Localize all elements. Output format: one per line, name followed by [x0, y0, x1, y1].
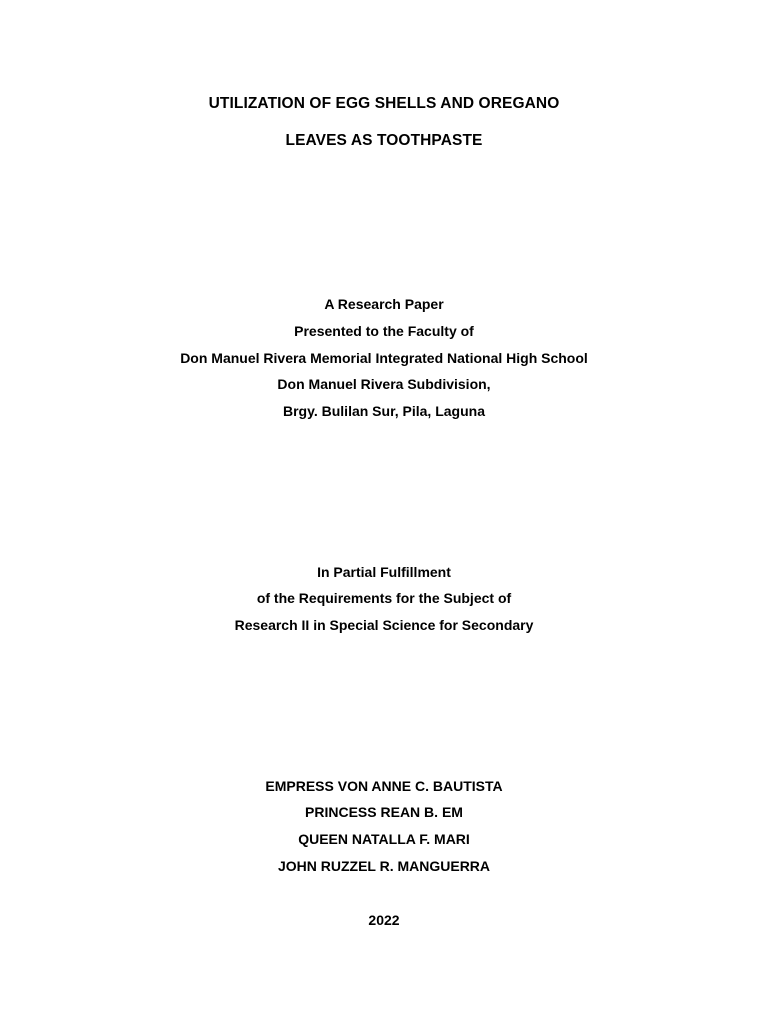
fulfillment-line-1: In Partial Fulfillment [317, 564, 451, 580]
author-name: JOHN RUZZEL R. MANGUERRA [277, 858, 491, 874]
author-name: QUEEN NATALLA F. MARI [298, 831, 470, 847]
school-name: Don Manuel Rivera Memorial Integrated National High School [180, 350, 588, 366]
presented-to: Presented to the Faculty of [294, 323, 474, 339]
document-type: A Research Paper [324, 296, 444, 312]
author-name: PRINCESS REAN B. EM [305, 804, 463, 820]
publication-year: 2022 [368, 912, 400, 928]
fulfillment-line-3: Research II in Special Science for Secondary [234, 617, 534, 633]
paper-title-line-1: UTILIZATION OF EGG SHELLS AND OREGANO [208, 95, 560, 112]
school-address-line-2: Brgy. Bulilan Sur, Pila, Laguna [282, 403, 485, 419]
paper-title-line-2: LEAVES AS TOOTHPASTE [285, 132, 483, 149]
author-name: EMPRESS VON ANNE C. BAUTISTA [265, 778, 503, 794]
fulfillment-line-2: of the Requirements for the Subject of [256, 590, 512, 606]
school-address-line-1: Don Manuel Rivera Subdivision, [277, 376, 491, 392]
